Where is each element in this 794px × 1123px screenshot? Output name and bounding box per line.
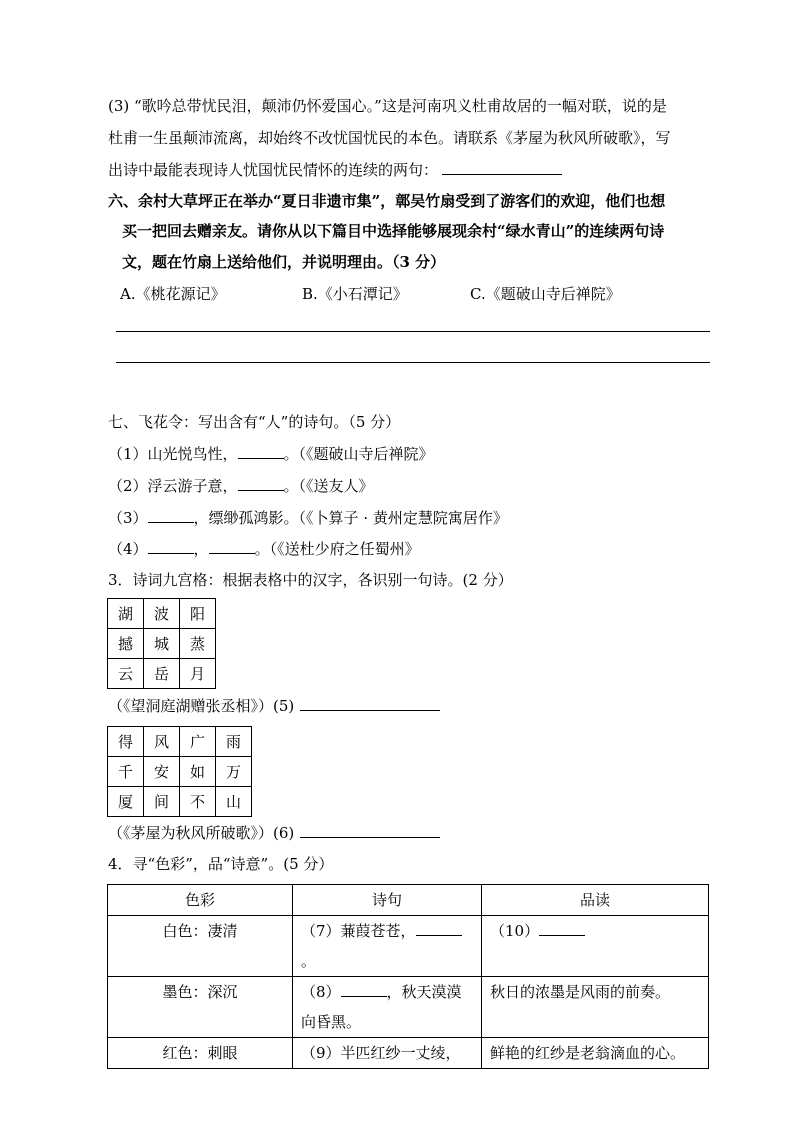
nine-grid-2 (107, 726, 252, 817)
grid1-caption (108, 695, 440, 717)
q7-item-1-blank[interactable] (238, 444, 284, 459)
grid2-cell: 不 (180, 787, 216, 817)
q7-item-1-pre: （1）山光悦鸟性， (108, 445, 238, 463)
grid2-cell: 间 (144, 787, 180, 817)
q6-option-a: A.《桃花源记》 (120, 285, 226, 303)
grid1-cell: 蒸 (180, 629, 216, 659)
q7-item-2-pre: （2）浮云游子意， (108, 477, 238, 495)
grid2-cell: 万 (216, 757, 252, 787)
q6-option-c: C.《题破山寺后禅院》 (470, 285, 621, 303)
row2-poem (293, 977, 482, 1038)
grid2-cell: 广 (180, 727, 216, 757)
q3-answer-blank[interactable] (442, 160, 562, 175)
q7-item-4-blank-2[interactable] (209, 539, 255, 554)
grid1-cell: 云 (108, 659, 144, 689)
grid1-caption-text: （《望洞庭湖赠张丞相》）(5) (108, 697, 295, 715)
row1-reading-blank[interactable] (539, 921, 585, 936)
row1-reading-pre: （10） (490, 922, 540, 940)
row2-poem-blank[interactable] (341, 982, 387, 997)
grid2-answer-blank[interactable] (300, 823, 440, 838)
grid1-cell: 岳 (144, 659, 180, 689)
q7-item-4-mid: ， (193, 540, 209, 558)
q6-option-b: B.《小石潭记》 (302, 285, 408, 303)
row3-poem-pre: （9）半匹红纱一丈绫， (301, 1044, 461, 1062)
table-row (108, 916, 709, 977)
row3-poem (293, 1038, 482, 1069)
q7-item-2 (108, 475, 374, 497)
header-reading: 品读 (482, 885, 709, 916)
row2-poem-pre: （8） (301, 983, 341, 1001)
q6-answer-line-1[interactable] (116, 331, 710, 332)
grid1-cell: 波 (144, 599, 180, 629)
q7-item-4-post: 。（《送杜少府之任蜀州》 (254, 540, 420, 558)
grid2-cell: 厦 (108, 787, 144, 817)
grid2-cell: 山 (216, 787, 252, 817)
row2-reading: 秋日的浓墨是风雨的前奏。 (482, 977, 709, 1038)
row2-poem-post: ，秋天漠漠向昏黑。 (301, 983, 462, 1031)
q3-grid-title: 3．诗词九宫格：根据表格中的汉字，各识别一句诗。(2 分） (108, 571, 513, 589)
grid2-cell: 安 (144, 757, 180, 787)
row1-poem-pre: （7）蒹葭苍苍， (301, 922, 416, 940)
grid2-caption-text: （《茅屋为秋风所破歌》）(6) (108, 824, 295, 842)
q7-item-1 (108, 443, 434, 465)
q7-item-3-post: ，缥缈孤鸿影。（《卜算子 · 黄州定慧院寓居作》 (193, 509, 508, 527)
q7-item-3-blank[interactable] (148, 508, 194, 523)
q3-intro-line-2: 杜甫一生虽颠沛流离，却始终不改忧国忧民的本色。请联系《茅屋为秋风所破歌》，写 (108, 129, 671, 147)
grid2-cell: 风 (144, 727, 180, 757)
header-color: 色彩 (108, 885, 293, 916)
grid2-caption (108, 822, 440, 844)
table-row (108, 1038, 709, 1069)
header-poem: 诗句 (293, 885, 482, 916)
color-poem-table (107, 884, 709, 1069)
q3-intro-line-3 (108, 159, 562, 181)
q7-item-2-blank[interactable] (238, 476, 284, 491)
q3-intro-text: 出诗中最能表现诗人忧国忧民情怀的连续的两句： (108, 161, 439, 179)
q7-item-4-pre: （4） (108, 540, 148, 558)
grid1-cell: 撼 (108, 629, 144, 659)
table-row (108, 977, 709, 1038)
q6-line-1: 六、余村大草坪正在举办“夏日非遗市集”，鄣吴竹扇受到了游客们的欢迎，他们也想 (108, 192, 666, 210)
row1-poem (293, 916, 482, 977)
q6-answer-line-2[interactable] (116, 362, 710, 363)
q6-line-3: 文，题在竹扇上送给他们，并说明理由。（3 分） (122, 253, 446, 271)
q4-title: 4．寻“色彩”，品“诗意”。(5 分） (108, 855, 334, 873)
row1-poem-blank[interactable] (416, 921, 462, 936)
row1-color: 白色：凄清 (108, 916, 293, 977)
q7-item-3-pre: （3） (108, 509, 148, 527)
grid1-answer-blank[interactable] (300, 696, 440, 711)
q7-item-2-post: 。（《送友人》 (283, 477, 374, 495)
grid1-cell: 湖 (108, 599, 144, 629)
row2-color: 墨色：深沉 (108, 977, 293, 1038)
grid1-cell: 月 (180, 659, 216, 689)
q7-title: 七、飞花令：写出含有“人”的诗句。（5 分） (108, 413, 401, 431)
q7-item-4-blank-1[interactable] (148, 539, 194, 554)
nine-grid-1 (107, 598, 216, 689)
grid1-cell: 阳 (180, 599, 216, 629)
row1-poem-post: 。 (301, 952, 317, 970)
q6-line-2: 买一把回去赠亲友。请你从以下篇目中选择能够展现余村“绿水青山”的连续两句诗 (122, 222, 665, 240)
q7-item-1-post: 。（《题破山寺后禅院》 (283, 445, 434, 463)
q7-item-3 (108, 507, 508, 529)
q3-intro-line-1: (3) “歌吟总带忧民泪，颠沛仍怀爱国心。”这是河南巩义杜甫故居的一幅对联，说的是 (108, 97, 667, 115)
row3-reading: 鲜艳的红纱是老翁滴血的心。 (482, 1038, 709, 1069)
row3-color: 红色：刺眼 (108, 1038, 293, 1069)
q7-item-4 (108, 538, 420, 560)
grid2-cell: 得 (108, 727, 144, 757)
grid2-cell: 千 (108, 757, 144, 787)
grid2-cell: 如 (180, 757, 216, 787)
grid1-cell: 城 (144, 629, 180, 659)
grid2-cell: 雨 (216, 727, 252, 757)
row1-reading (482, 916, 709, 977)
